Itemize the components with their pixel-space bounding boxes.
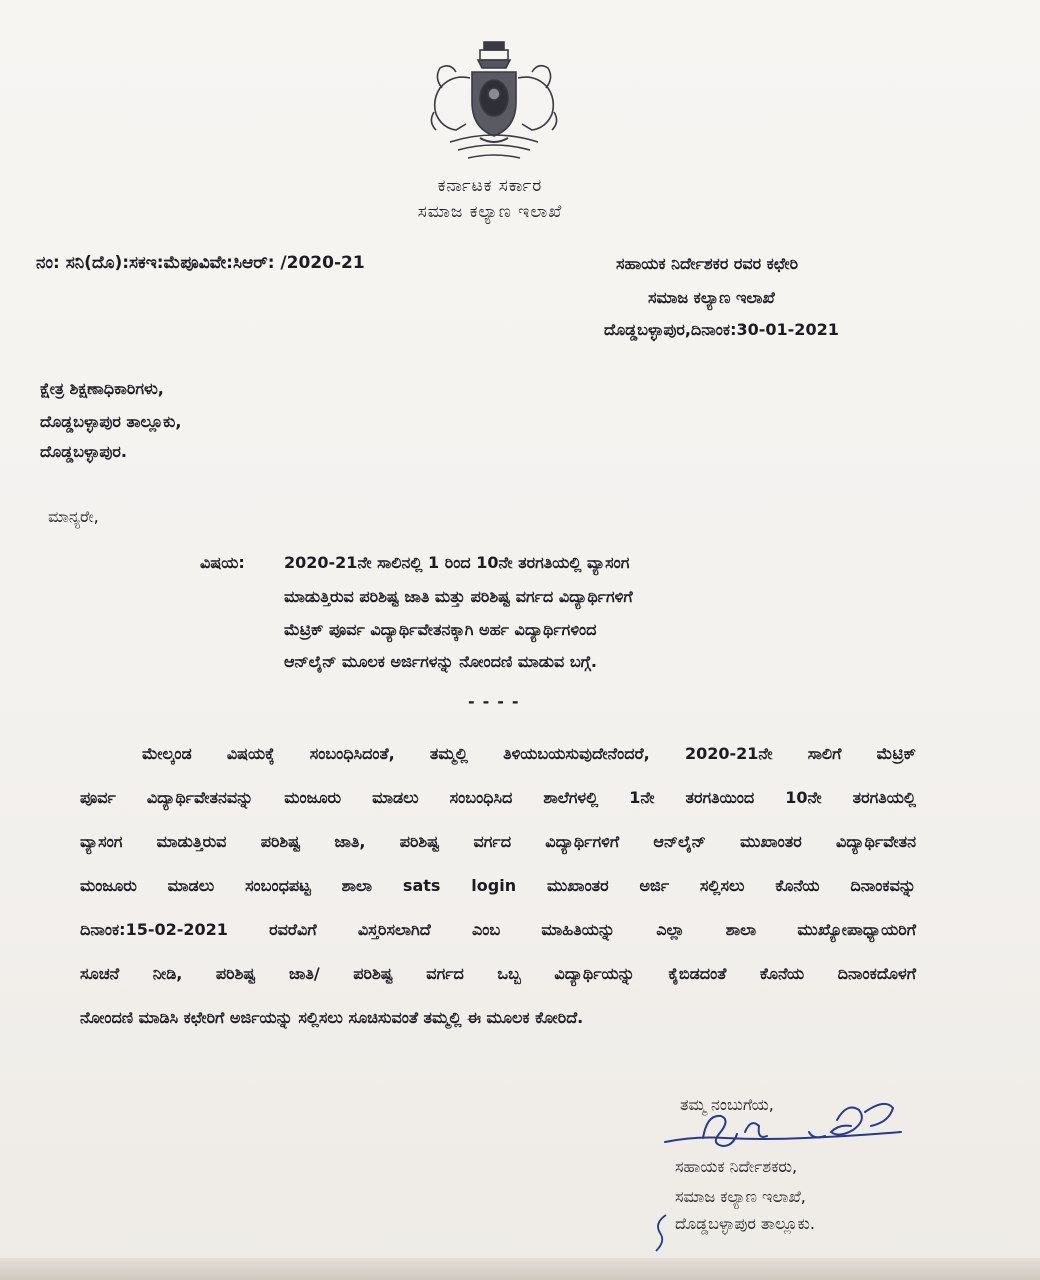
subject-line: 2020-21ನೇ ಸಾಲಿನಲ್ಲಿ 1 ರಿಂದ 10ನೇ ತರಗತಿಯಲ್ಲಿ ವ್ಯಾಸಂಗ bbox=[284, 553, 630, 572]
subject-line: ಆನ್‌ಲೈನ್ ಮೂಲಕ ಅರ್ಜಿಗಳನ್ನು ನೋಂದಣಿ ಮಾಡುವ ಬಗ್ಗೆ. bbox=[284, 652, 597, 671]
office-department: ಸಮಾಜ ಕಲ್ಯಾಣ ಇಲಾಖೆ bbox=[648, 288, 775, 307]
recipient-line: ದೊಡ್ಡಬಳ್ಳಾಪುರ. bbox=[40, 442, 127, 461]
signatory-taluk: ದೊಡ್ಡಬಳ್ಳಾಪುರ ತಾಲ್ಲೂಕು. bbox=[675, 1214, 815, 1233]
subject-label: ವಿಷಯ: bbox=[200, 553, 245, 572]
recipient-line: ದೊಡ್ಡಬಳ್ಳಾಪುರ ತಾಲ್ಲೂಕು, bbox=[40, 412, 182, 431]
body-line: ಪೂರ್ವ ವಿದ್ಯಾರ್ಥಿವೇತನವನ್ನು ಮಂಜೂರು ಮಾಡಲು ಸಂಬಂಧಿಸಿದ ಶಾಲೆಗಳಲ್ಲಿ 1ನೇ ತರಗತಿಯಿಂದ 10ನೇ ತರಗತಿಯಲ್ಲಿ bbox=[80, 788, 916, 807]
salutation: ಮಾನ್ಯರೇ, bbox=[48, 507, 99, 526]
closing-text: ತಮ್ಮ ನಂಬುಗೆಯ, bbox=[680, 1095, 774, 1114]
signatory-designation: ಸಹಾಯಕ ನಿರ್ದೇಶಕರು, bbox=[675, 1157, 798, 1176]
office-name: ಸಹಾಯಕ ನಿರ್ದೇಶಕರ ರವರ ಕಛೇರಿ bbox=[616, 254, 799, 273]
reference-number: ನಂ: ಸನಿ(ದೊ):ಸಕಇ:ಮೆಪೂವಿವೇ:ಸಿಆರ್: /2020-21 bbox=[36, 253, 365, 273]
recipient-line: ಕ್ಷೇತ್ರ ಶಿಕ್ಷಣಾಧಿಕಾರಿಗಳು, bbox=[40, 379, 164, 398]
office-place-date: ದೊಡ್ಡಬಳ್ಳಾಪುರ,ದಿನಾಂಕ:30-01-2021 bbox=[604, 320, 839, 339]
body-line: ನೋಂದಣಿ ಮಾಡಿಸಿ ಕಛೇರಿಗೆ ಅರ್ಜಿಯನ್ನು ಸಲ್ಲಿಸಲು ಸೂಚಿಸುವಂತೆ ತಮ್ಮಲ್ಲಿ ಈ ಮೂಲಕ ಕೋರಿದೆ. bbox=[80, 1008, 584, 1027]
body-line: ಸೂಚನೆ ನೀಡಿ, ಪರಿಶಿಷ್ಟ ಜಾತಿ/ ಪರಿಶಿಷ್ಟ ವರ್ಗದ ಒಬ್ಬ ವಿದ್ಯಾರ್ಥಿಯನ್ನು ಕೈಬಿಡದಂತೆ ಕೊನೆಯ ದಿನಾಂಕದೊಳಗೆ bbox=[80, 964, 916, 983]
state-emblem-icon bbox=[420, 38, 568, 166]
separator: ---- bbox=[468, 692, 527, 711]
pen-mark bbox=[652, 1213, 672, 1253]
government-name: ಕರ್ನಾಟಕ ಸರ್ಕಾರ bbox=[437, 176, 543, 196]
subject-line: ಮಾಡುತ್ತಿರುವ ಪರಿಶಿಷ್ಟ ಜಾತಿ ಮತ್ತು ಪರಿಶಿಷ್ಟ ವರ್ಗದ ವಿದ್ಯಾರ್ಥಿಗಳಿಗೆ bbox=[284, 587, 633, 606]
body-line: ಮೇಲ್ಕಂಡ ವಿಷಯಕ್ಕೆ ಸಂಬಂಧಿಸಿದಂತೆ, ತಮ್ಮಲ್ಲಿ ತಿಳಿಯಬಯಸುವುದೇನೆಂದರೆ, 2020-21ನೇ ಸಾಲಿಗೆ ಮೆಟ್ರಿಕ್ bbox=[142, 744, 916, 763]
body-line: ಮಂಜೂರು ಮಾಡಲು ಸಂಬಂಧಪಟ್ಟ ಶಾಲಾ sats login ಮುಖಾಂತರ ಅರ್ಜಿ ಸಲ್ಲಿಸಲು ಕೊನೆಯ ದಿನಾಂಕವನ್ನು bbox=[80, 876, 916, 895]
subject-line: ಮೆಟ್ರಿಕ್ ಪೂರ್ವ ವಿದ್ಯಾರ್ಥಿವೇತನಕ್ಕಾಗಿ ಅರ್ಹ ವಿದ್ಯಾರ್ಥಿಗಳಿಂದ bbox=[284, 620, 597, 639]
body-line: ವ್ಯಾಸಂಗ ಮಾಡುತ್ತಿರುವ ಪರಿಶಿಷ್ಟ ಜಾತಿ, ಪರಿಶಿಷ್ಟ ವರ್ಗದ ವಿದ್ಯಾರ್ಥಿಗಳಿಗೆ ಆನ್‌ಲೈನ್ ಮುಖಾಂತರ ವಿದ್ಯಾರ್ಥಿವೇತನ bbox=[80, 832, 916, 851]
body-line: ದಿನಾಂಕ:15-02-2021 ರವರೆವಿಗೆ ವಿಸ್ತರಿಸಲಾಗಿದೆ ಎಂಬ ಮಾಹಿತಿಯನ್ನು ಎಲ್ಲಾ ಶಾಲಾ ಮುಖ್ಯೋಪಾಧ್ಯಾಯರಿಗೆ bbox=[80, 920, 916, 939]
signatory-department: ಸಮಾಜ ಕಲ್ಯಾಣ ಇಲಾಖೆ, bbox=[675, 1187, 806, 1206]
paper-edge bbox=[0, 1258, 1040, 1280]
department-name: ಸಮಾಜ ಕಲ್ಯಾಣ ಇಲಾಖೆ bbox=[417, 202, 563, 222]
